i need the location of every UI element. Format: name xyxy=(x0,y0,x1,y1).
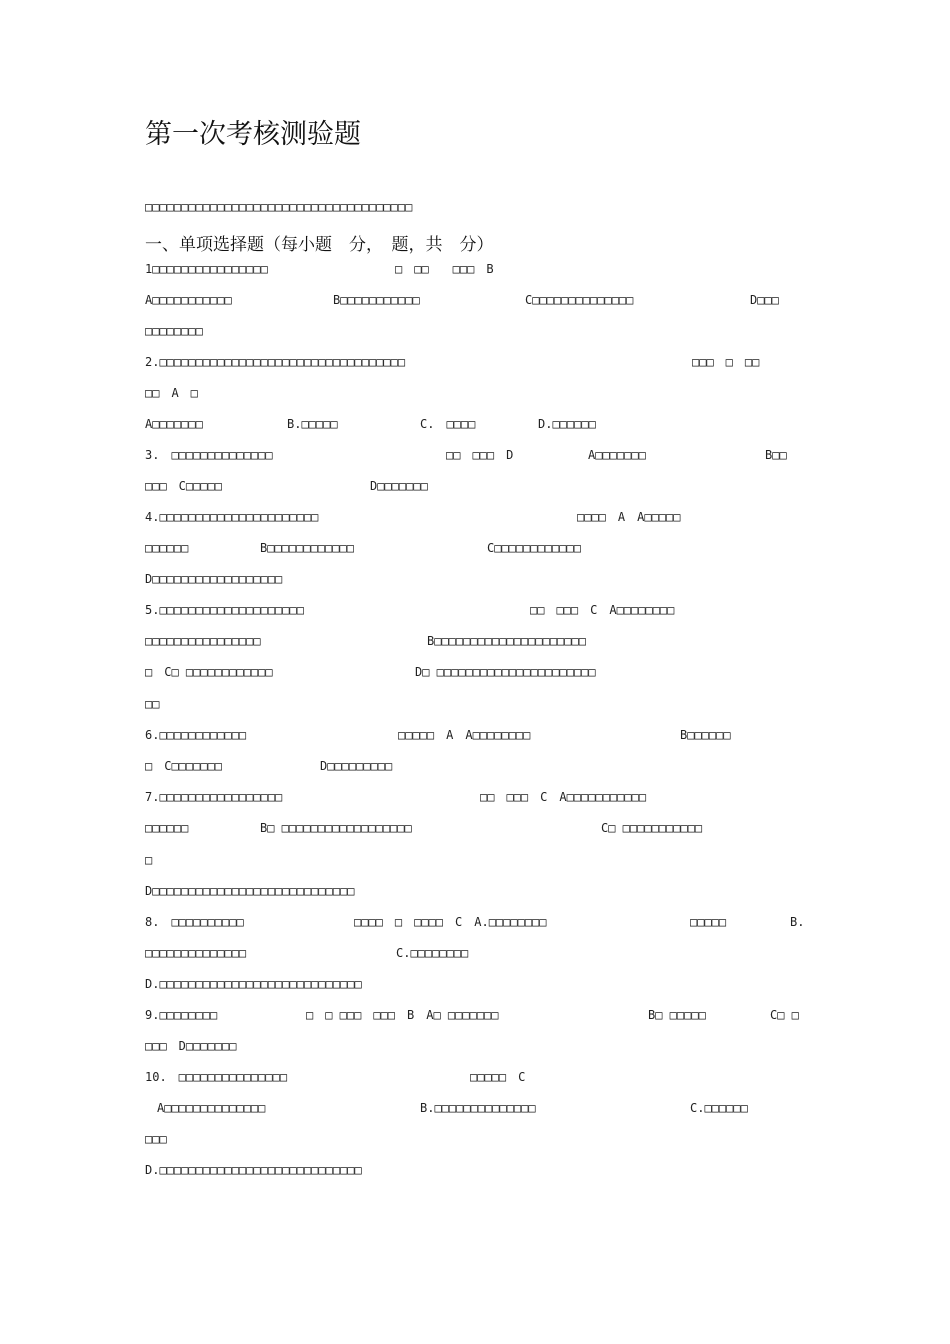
text-fragment: D.□□□□□□ xyxy=(538,417,596,431)
text-fragment: □□ □□□ C A□□□□□□□□ xyxy=(530,603,675,617)
text-fragment: C□ □□□□□□□□□□□ xyxy=(601,821,703,835)
text-line xyxy=(0,943,950,963)
section-heading: 一、单项选择题（每小题 分， 题，共 分） xyxy=(145,235,494,255)
text-line xyxy=(0,538,950,558)
text-line xyxy=(0,445,950,465)
text-fragment: □□□□ □ □□□□ C A.□□□□□□□□ xyxy=(354,915,547,929)
text-line xyxy=(0,383,950,403)
text-line xyxy=(0,974,950,994)
text-fragment: □□□□□□□□ xyxy=(145,324,203,338)
text-fragment: 3. □□□□□□□□□□□□□□ xyxy=(145,448,273,462)
text-fragment: D□□□□□□□□□□□□□□□□□□□□□□□□□□□□ xyxy=(145,884,355,898)
text-fragment: □□□□□□□□□□□□□□□□ xyxy=(145,634,261,648)
text-line xyxy=(0,1005,950,1025)
text-fragment: 6.□□□□□□□□□□□□ xyxy=(145,728,247,742)
text-fragment: □ □ □□□ □□□ B A□ □□□□□□□ xyxy=(306,1008,499,1022)
text-fragment: C. □□□□ xyxy=(420,417,476,431)
text-line xyxy=(0,881,950,901)
page-title: 第一次考核测验题 xyxy=(145,119,361,150)
text-fragment: □□□□□ xyxy=(690,915,727,929)
text-line xyxy=(0,787,950,807)
text-line xyxy=(0,569,950,589)
text-fragment: □□□□□ C xyxy=(470,1070,526,1084)
text-fragment: C□□□□□□□□□□□□ xyxy=(487,541,581,555)
text-fragment: □□ □□□ C A□□□□□□□□□□□ xyxy=(480,790,647,804)
text-fragment: C□□□□□□□□□□□□□□ xyxy=(525,293,634,307)
text-line xyxy=(0,912,950,932)
text-line xyxy=(0,290,950,310)
text-fragment: D□□□□□□□ xyxy=(370,479,428,493)
text-fragment: C□ □ xyxy=(770,1008,799,1022)
text-fragment: □□□□□□ xyxy=(145,541,189,555)
text-line xyxy=(0,352,950,372)
text-fragment: B□ □□□□□ xyxy=(648,1008,706,1022)
text-line xyxy=(0,1129,950,1149)
text-line xyxy=(0,662,950,682)
text-fragment: A□□□□□□□□□□□ xyxy=(145,293,232,307)
text-fragment: B□□□□□□□□□□□□□□□□□□□□□ xyxy=(427,634,586,648)
text-fragment: □□□ □ □□ xyxy=(692,355,760,369)
text-fragment: B□ □□□□□□□□□□□□□□□□□□ xyxy=(260,821,412,835)
text-fragment: □□ xyxy=(145,697,160,711)
text-fragment: A□□□□□□□□□□□□□□ xyxy=(145,1101,266,1115)
text-fragment: B□□ xyxy=(765,448,787,462)
text-fragment: □ □□ □□□ B xyxy=(395,262,494,276)
text-fragment: □□□ C□□□□□ xyxy=(145,479,223,493)
text-fragment: □ C□ □□□□□□□□□□□□ xyxy=(145,665,273,679)
text-fragment: 5.□□□□□□□□□□□□□□□□□□□□ xyxy=(145,603,304,617)
text-line xyxy=(0,756,950,776)
text-line xyxy=(0,1067,950,1087)
text-fragment: A□□□□□□□ xyxy=(588,448,646,462)
text-line xyxy=(0,1036,950,1056)
text-fragment: 4.□□□□□□□□□□□□□□□□□□□□□□ xyxy=(145,510,319,524)
text-line xyxy=(0,600,950,620)
text-fragment: D.□□□□□□□□□□□□□□□□□□□□□□□□□□□□ xyxy=(145,1163,362,1177)
text-line xyxy=(0,476,950,496)
text-fragment: □□ □□□ D xyxy=(446,448,514,462)
text-fragment: B.□□□□□ xyxy=(287,417,338,431)
text-fragment: 1□□□□□□□□□□□□□□□□ xyxy=(145,262,268,276)
text-fragment: B□□□□□□ xyxy=(680,728,731,742)
text-fragment: 8. □□□□□□□□□□ xyxy=(145,915,244,929)
text-fragment: D.□□□□□□□□□□□□□□□□□□□□□□□□□□□□ xyxy=(145,977,362,991)
text-line xyxy=(0,321,950,341)
text-fragment: 9.□□□□□□□□ xyxy=(145,1008,218,1022)
text-fragment: □ xyxy=(145,853,153,867)
text-line xyxy=(0,259,950,279)
text-fragment: □□□ D□□□□□□□ xyxy=(145,1039,237,1053)
text-fragment: □□□□□□□□□□□□□□□□□□□□□□□□□□□□□□□□□□□□□ xyxy=(145,200,413,214)
text-line xyxy=(0,507,950,527)
text-line xyxy=(0,1098,950,1118)
text-fragment: 2.□□□□□□□□□□□□□□□□□□□□□□□□□□□□□□□□□□ xyxy=(145,355,406,369)
text-line xyxy=(0,414,950,434)
text-fragment: □ C□□□□□□□ xyxy=(145,759,223,773)
text-fragment: B□□□□□□□□□□□□ xyxy=(260,541,354,555)
text-line xyxy=(0,850,950,870)
text-fragment: □□□□□ A A□□□□□□□□ xyxy=(398,728,531,742)
text-line xyxy=(0,1160,950,1180)
text-fragment: □□□ xyxy=(145,1132,167,1146)
text-line xyxy=(0,631,950,651)
text-fragment: 10. □□□□□□□□□□□□□□□ xyxy=(145,1070,288,1084)
text-fragment: □□□□□□ xyxy=(145,821,189,835)
text-line xyxy=(0,818,950,838)
text-fragment: D□□□□□□□□□□□□□□□□□□ xyxy=(145,572,283,586)
text-fragment: □□ A □ xyxy=(145,386,198,400)
text-fragment: C.□□□□□□□□ xyxy=(396,946,469,960)
text-fragment: D□□□ xyxy=(750,293,779,307)
text-line xyxy=(0,725,950,745)
text-fragment: B.□□□□□□□□□□□□□□ xyxy=(420,1101,536,1115)
text-fragment: D□□□□□□□□□ xyxy=(320,759,393,773)
text-fragment: □□□□□□□□□□□□□□ xyxy=(145,946,247,960)
text-fragment: D□ □□□□□□□□□□□□□□□□□□□□□□ xyxy=(415,665,596,679)
text-fragment: □□□□ A A□□□□□ xyxy=(577,510,681,524)
text-line xyxy=(0,694,950,714)
text-line xyxy=(0,197,950,217)
text-fragment: A□□□□□□□ xyxy=(145,417,203,431)
text-fragment: B. xyxy=(790,915,805,929)
text-fragment: B□□□□□□□□□□□ xyxy=(333,293,420,307)
text-fragment: C.□□□□□□ xyxy=(690,1101,748,1115)
text-fragment: 7.□□□□□□□□□□□□□□□□□ xyxy=(145,790,283,804)
